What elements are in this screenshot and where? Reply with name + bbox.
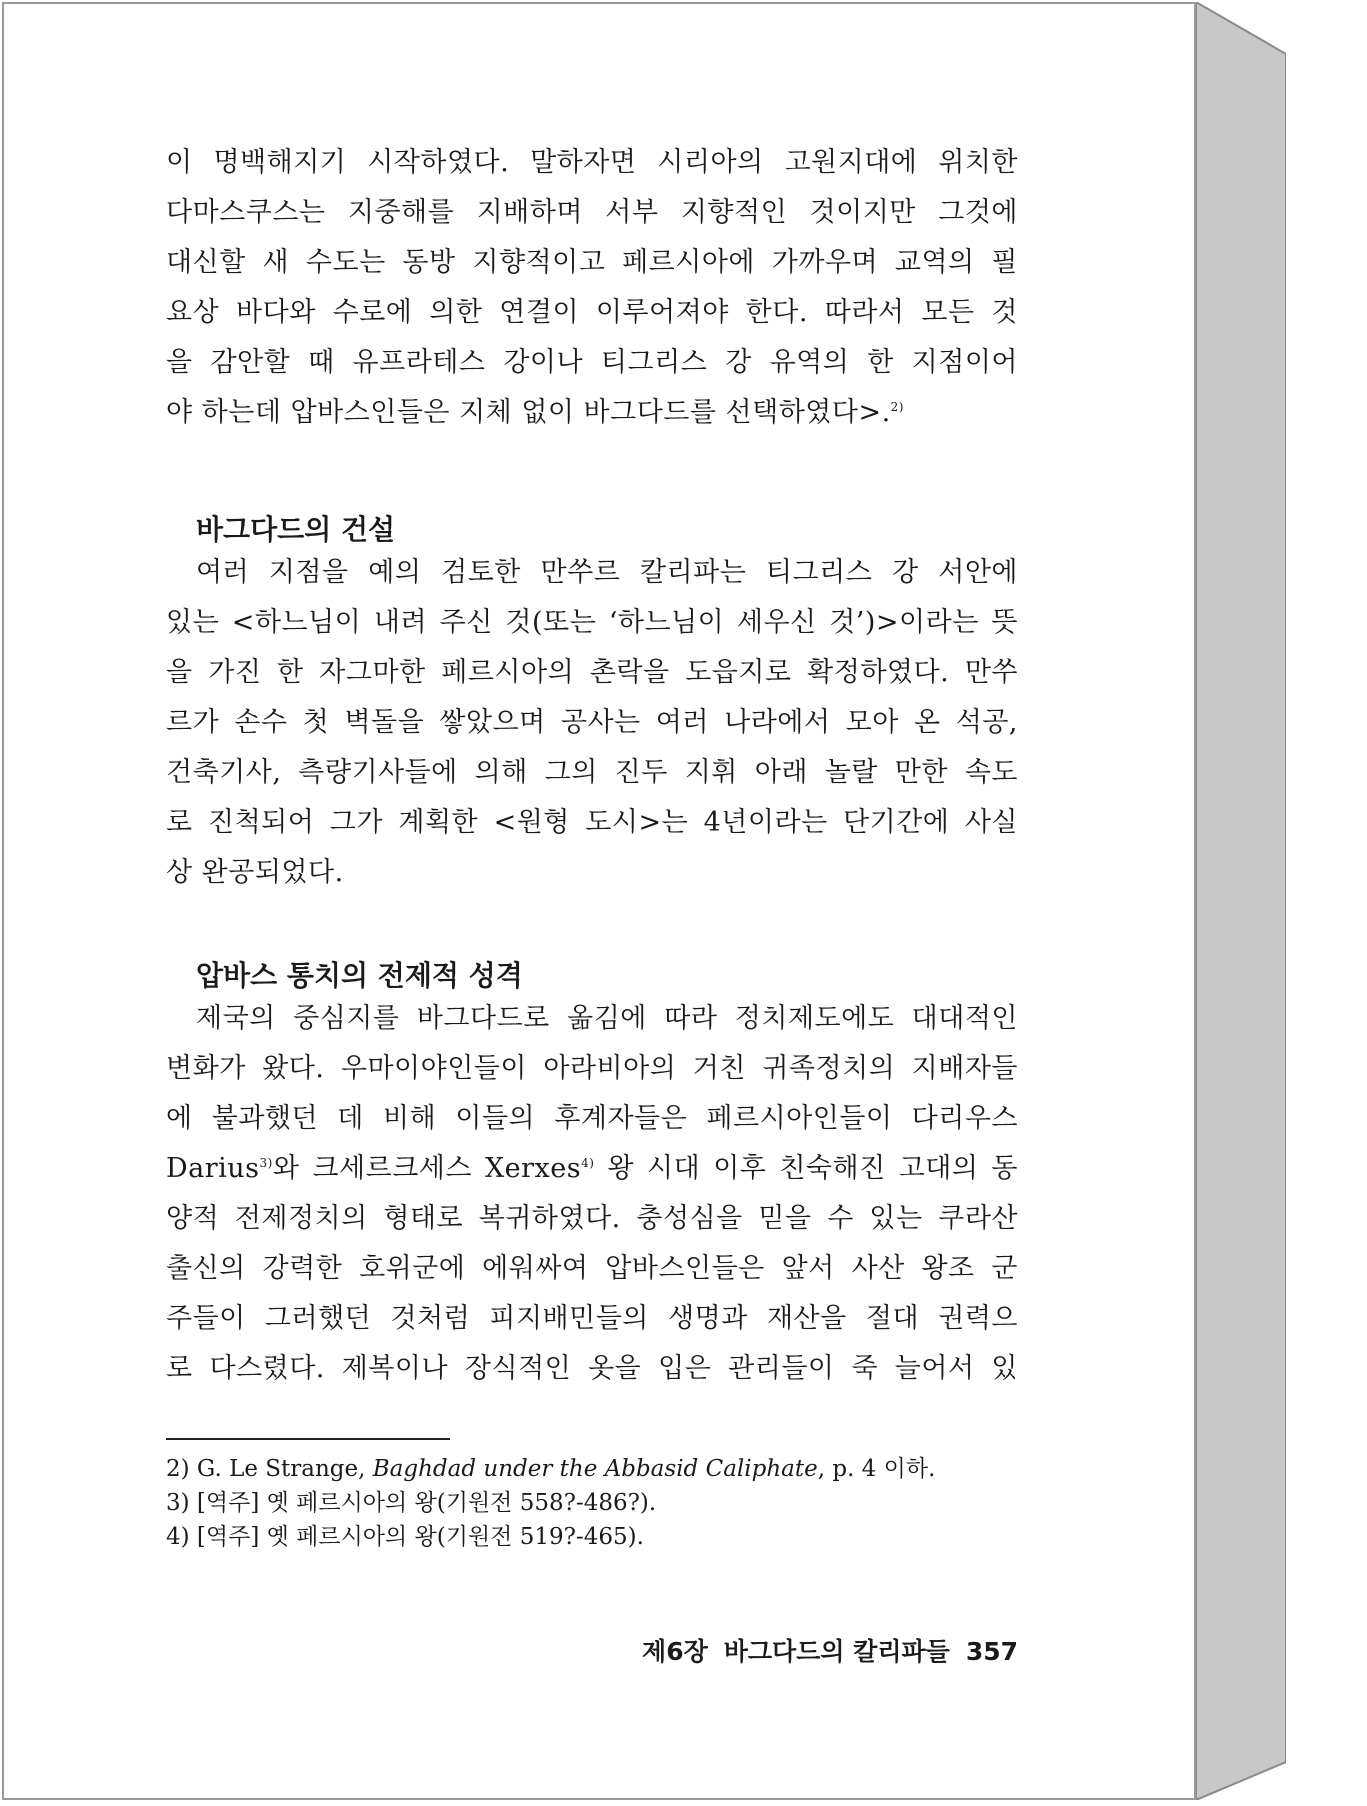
footnote-divider: [166, 1438, 450, 1440]
footnotes: [166, 1452, 1026, 1554]
text-line: 있는 <하느님이 내려 주신 것(또는 ‘하느님이 세우신 것’)>이라는 뜻: [166, 607, 1018, 638]
text-line: 에 불과했던 데 비해 이들의 후계자들은 페르시아인들이 다리우스: [166, 1103, 1018, 1134]
text-line: 건축기사, 측량기사들에 의해 그의 진두 지휘 아래 놀랄 만한 속도: [166, 757, 1018, 788]
paragraph-baghdad-construction: [166, 548, 1018, 898]
chapter-title: 바그다드의 칼리파들: [723, 1637, 950, 1666]
text-line: Darius$^{3)}$와 크세르크세스 Xerxes$^{4)}$ 왕 시대 이후 친숙해진 고대의 동: [166, 1153, 1018, 1184]
text-line: 로 다스렸다. 제복이나 장식적인 옷을 입은 관리들이 죽 늘어서 있: [166, 1353, 1018, 1384]
footnote-ref: 4): [581, 1156, 595, 1170]
text-line: 요상 바다와 수로에 의한 연결이 이루어져야 한다. 따라서 모든 것: [166, 297, 1018, 328]
text-line: 출신의 강력한 호위군에 에워싸여 압바스인들은 앞서 사산 왕조 군: [166, 1253, 1018, 1284]
page-number: 357: [965, 1637, 1018, 1666]
footnote-ref: 3): [259, 1156, 273, 1170]
section-heading-baghdad-construction: 바그다드의 건설: [196, 513, 396, 546]
paragraph-continuation: [166, 138, 1018, 438]
text-line: 야 하는데 압바스인들은 지체 없이 바그다드를 선택하였다>.$^{2)}$: [166, 397, 904, 428]
text-line: 양적 전제정치의 형태로 복귀하였다. 충성심을 믿을 수 있는 쿠라산: [166, 1203, 1018, 1234]
section-heading-despotic-rule: 압바스 통치의 전제적 성격: [196, 959, 523, 992]
text-line: 르가 손수 첫 벽돌을 쌓았으며 공사는 여러 나라에서 모아 온 석공,: [166, 707, 1018, 738]
chapter-number: 제6장: [642, 1637, 708, 1666]
footnote-ref: 2): [890, 400, 904, 414]
text-line: 상 완공되었다.: [166, 857, 344, 888]
text-line: 을 가진 한 자그마한 페르시아의 촌락을 도읍지로 확정하였다. 만쑤: [166, 657, 1018, 688]
text-line: 주들이 그러했던 것처럼 피지배민들의 생명과 재산을 절대 권력으: [166, 1303, 1018, 1334]
text-line: 여러 지점을 예의 검토한 만쑤르 칼리파는 티그리스 강 서안에: [196, 557, 1018, 588]
text-line: 변화가 왔다. 우마이야인들이 아라비아의 거친 귀족정치의 지배자들: [166, 1053, 1018, 1084]
page-footer: [618, 1632, 1018, 1668]
text-line: 이 명백해지기 시작하였다. 말하자면 시리아의 고원지대에 위치한: [166, 147, 1018, 178]
book-edge: [1196, 2, 1286, 1800]
text-line: 로 진척되어 그가 계획한 <원형 도시>는 4년이라는 단기간에 사실: [166, 807, 1018, 838]
footnote-3: 3) [역주] 옛 페르시아의 왕(기원전 558?-486?).: [166, 1490, 657, 1516]
text-line: 제국의 중심지를 바그다드로 옮김에 따라 정치제도에도 대대적인: [196, 1003, 1018, 1034]
text-line: 대신할 새 수도는 동방 지향적이고 페르시아에 가까우며 교역의 필: [166, 247, 1018, 278]
paragraph-despotic-rule: [166, 994, 1018, 1394]
footnote-4: 4) [역주] 옛 페르시아의 왕(기원전 519?-465).: [166, 1524, 644, 1550]
text-line: 을 감안할 때 유프라테스 강이나 티그리스 강 유역의 한 지점이어: [166, 347, 1018, 378]
text-line: 다마스쿠스는 지중해를 지배하며 서부 지향적인 것이지만 그것에: [166, 197, 1018, 228]
footnote-2: 2) G. Le Strange, Baghdad under the Abbasid Caliphate, p. 4 이하.: [166, 1456, 936, 1482]
